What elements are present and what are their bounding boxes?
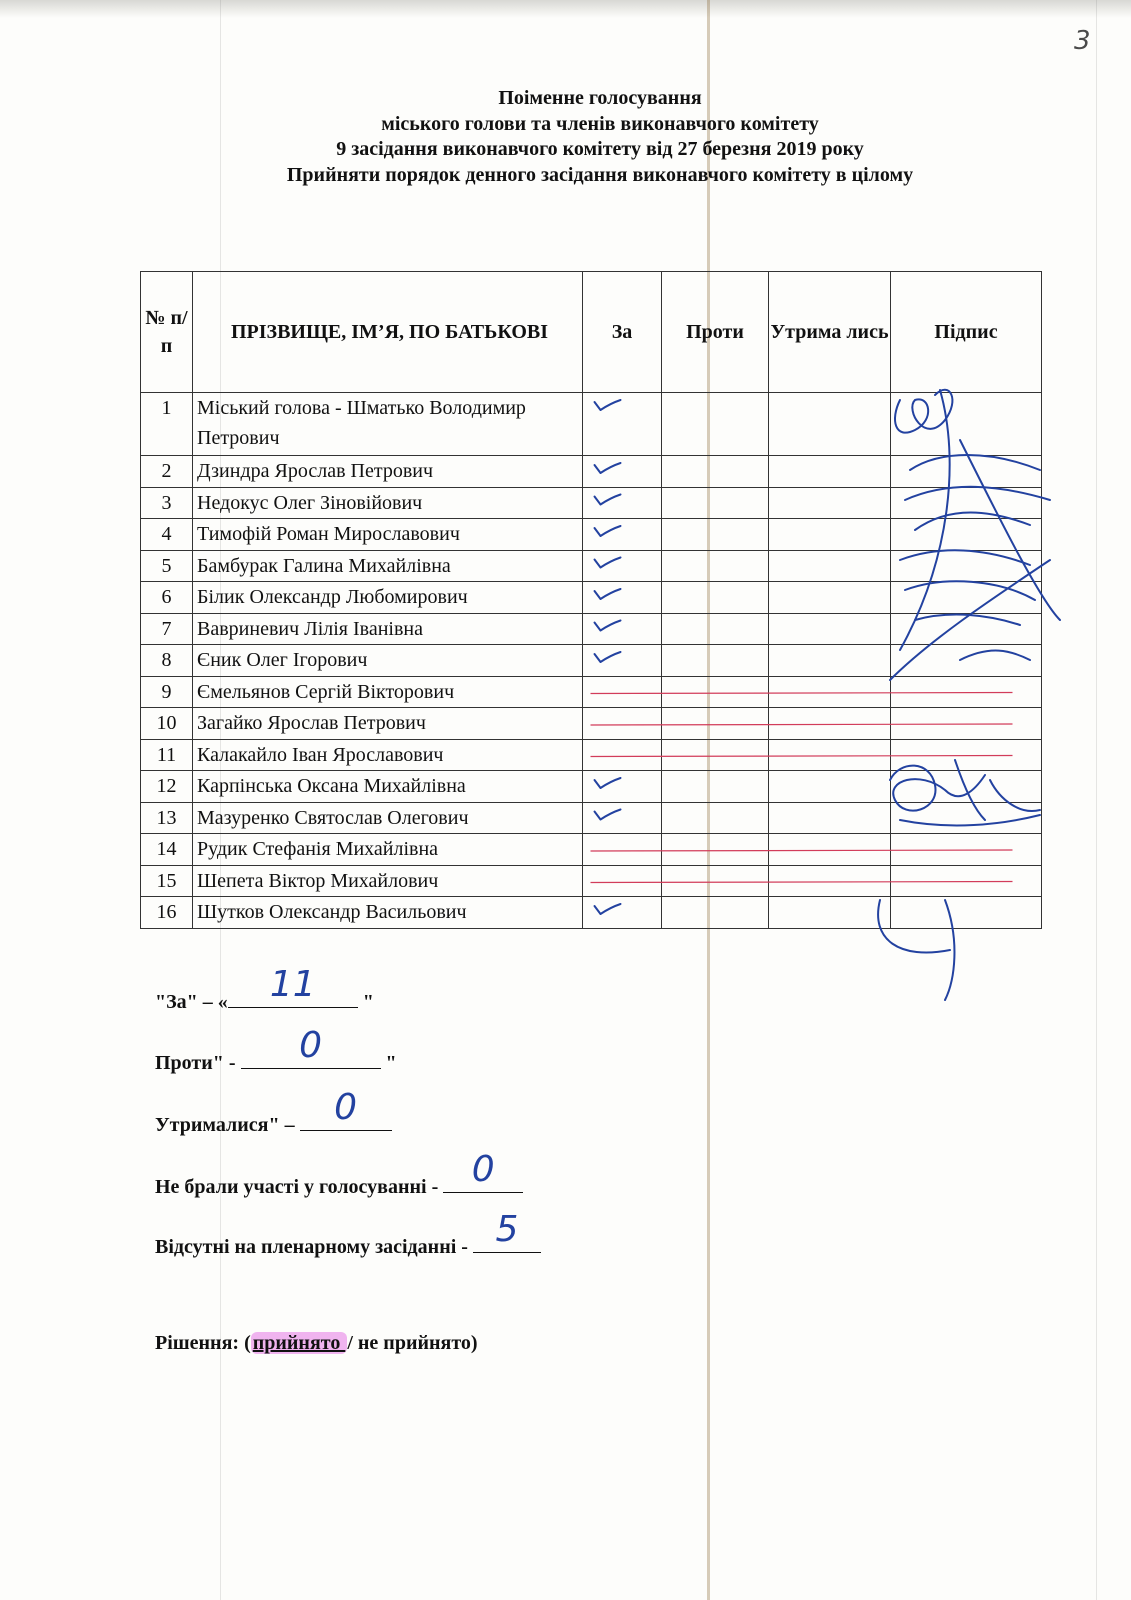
- header-utrymalys: Утрима лись: [769, 272, 891, 393]
- summary-vidsutni-blank: [473, 1209, 541, 1253]
- row-name: Карпінська Оксана Михайлівна: [193, 771, 583, 803]
- row-signature-cell: [891, 393, 1042, 456]
- row-signature-cell: [891, 519, 1042, 551]
- summary-rishennia: [155, 1332, 478, 1355]
- summary-utrymalysia: [155, 1087, 392, 1137]
- row-proty-cell: [662, 519, 769, 551]
- header-za: За: [583, 272, 662, 393]
- row-za-cell: [583, 771, 662, 803]
- summary-ne-brali-blank: [443, 1149, 523, 1193]
- table-row: [141, 645, 1042, 677]
- rishennia-open-paren: (: [244, 1332, 251, 1354]
- summary-za-label: "За" – «: [155, 991, 228, 1013]
- row-num: 14: [141, 834, 193, 866]
- summary-za-blank: [228, 964, 358, 1008]
- row-num: 4: [141, 519, 193, 551]
- row-signature-cell: [891, 613, 1042, 645]
- row-utrymalys-cell: [769, 865, 891, 897]
- summary-proty: [155, 1025, 397, 1075]
- summary-vidsutni-label: Відсутні на пленарному засіданні -: [155, 1236, 473, 1258]
- summary-proty-blank: [241, 1025, 381, 1069]
- title-line-2: міського голови та членів виконавчого комітету: [381, 112, 819, 135]
- row-za-cell: [583, 897, 662, 929]
- row-proty-cell: [662, 645, 769, 677]
- rishennia-rest: / не прийнято): [347, 1332, 478, 1354]
- row-name: Шутков Олександр Васильович: [193, 897, 583, 929]
- table-row: [141, 550, 1042, 582]
- row-za-cell: [583, 393, 662, 456]
- table-row: [141, 834, 1042, 866]
- row-num: 12: [141, 771, 193, 803]
- row-name: Єник Олег Ігорович: [193, 645, 583, 677]
- row-name: Білик Олександр Любомирович: [193, 582, 583, 614]
- row-proty-cell: [662, 487, 769, 519]
- document-title: [150, 86, 1050, 188]
- row-signature-cell: [891, 582, 1042, 614]
- row-signature-cell: [891, 771, 1042, 803]
- table-row: [141, 676, 1042, 708]
- summary-proty-label: Проти" -: [155, 1052, 241, 1074]
- row-signature-cell: [891, 645, 1042, 677]
- row-signature-cell: [891, 739, 1042, 771]
- row-proty-cell: [662, 834, 769, 866]
- row-za-cell: [583, 865, 662, 897]
- row-signature-cell: [891, 865, 1042, 897]
- row-name: Шепета Віктор Михайлович: [193, 865, 583, 897]
- header-pidpys: Підпис: [891, 272, 1042, 393]
- page-fold-line: [1096, 0, 1097, 1600]
- row-proty-cell: [662, 582, 769, 614]
- row-num: 11: [141, 739, 193, 771]
- header-num: № п/п: [141, 272, 193, 393]
- row-utrymalys-cell: [769, 582, 891, 614]
- row-name: Вавриневич Лілія Іванівна: [193, 613, 583, 645]
- row-za-cell: [583, 456, 662, 488]
- row-num: 13: [141, 802, 193, 834]
- summary-utr-blank: [300, 1087, 392, 1131]
- row-utrymalys-cell: [769, 393, 891, 456]
- row-proty-cell: [662, 613, 769, 645]
- row-num: 5: [141, 550, 193, 582]
- row-signature-cell: [891, 834, 1042, 866]
- summary-za-value: 11: [269, 964, 316, 1005]
- row-num: 9: [141, 676, 193, 708]
- row-utrymalys-cell: [769, 550, 891, 582]
- table-row: [141, 739, 1042, 771]
- table-row: [141, 582, 1042, 614]
- row-proty-cell: [662, 897, 769, 929]
- row-num: 16: [141, 897, 193, 929]
- table-row: [141, 802, 1042, 834]
- summary-ne-brali-label: Не брали участі у голосуванні -: [155, 1176, 444, 1198]
- table-row: [141, 897, 1042, 929]
- roll-call-table: [140, 271, 1042, 929]
- header-name: ПРІЗВИЩЕ, ІМ’Я, ПО БАТЬКОВІ: [193, 272, 583, 393]
- table-row: [141, 487, 1042, 519]
- row-name: Дзиндра Ярослав Петрович: [193, 456, 583, 488]
- row-proty-cell: [662, 802, 769, 834]
- row-num: 3: [141, 487, 193, 519]
- row-za-cell: [583, 487, 662, 519]
- row-utrymalys-cell: [769, 676, 891, 708]
- summary-proty-value: 0: [299, 1025, 322, 1066]
- table-row: [141, 519, 1042, 551]
- row-za-cell: [583, 582, 662, 614]
- row-name: Тимофій Роман Мирославович: [193, 519, 583, 551]
- summary-utr-value: 0: [334, 1087, 358, 1128]
- row-proty-cell: [662, 676, 769, 708]
- row-utrymalys-cell: [769, 897, 891, 929]
- row-utrymalys-cell: [769, 802, 891, 834]
- row-za-cell: [583, 739, 662, 771]
- row-utrymalys-cell: [769, 771, 891, 803]
- row-proty-cell: [662, 456, 769, 488]
- row-proty-cell: [662, 393, 769, 456]
- row-signature-cell: [891, 550, 1042, 582]
- row-utrymalys-cell: [769, 487, 891, 519]
- table-row: [141, 393, 1042, 456]
- row-za-cell: [583, 802, 662, 834]
- row-num: 6: [141, 582, 193, 614]
- row-za-cell: [583, 550, 662, 582]
- row-proty-cell: [662, 865, 769, 897]
- table-row: [141, 771, 1042, 803]
- row-signature-cell: [891, 802, 1042, 834]
- row-signature-cell: [891, 456, 1042, 488]
- row-utrymalys-cell: [769, 519, 891, 551]
- table-row: [141, 708, 1042, 740]
- table-row: [141, 613, 1042, 645]
- table-row: [141, 865, 1042, 897]
- row-name: Рудик Стефанія Михайлівна: [193, 834, 583, 866]
- row-utrymalys-cell: [769, 645, 891, 677]
- row-name: Калакайло Іван Ярославович: [193, 739, 583, 771]
- summary-vidsutni: [155, 1209, 541, 1259]
- row-signature-cell: [891, 708, 1042, 740]
- summary-vidsutni-value: 5: [495, 1209, 519, 1250]
- row-utrymalys-cell: [769, 613, 891, 645]
- rishennia-accepted: прийнято: [252, 1332, 346, 1354]
- row-za-cell: [583, 519, 662, 551]
- row-signature-cell: [891, 676, 1042, 708]
- row-utrymalys-cell: [769, 739, 891, 771]
- row-proty-cell: [662, 708, 769, 740]
- header-proty: Проти: [662, 272, 769, 393]
- rishennia-label: Рішення:: [155, 1332, 245, 1354]
- summary-ne-brali-value: 0: [471, 1149, 495, 1190]
- row-name: Недокус Олег Зіновійович: [193, 487, 583, 519]
- table-header-row: [141, 272, 1042, 393]
- row-num: 1: [141, 393, 193, 456]
- row-num: 15: [141, 865, 193, 897]
- summary-ne-brali: [155, 1149, 523, 1199]
- row-proty-cell: [662, 771, 769, 803]
- row-utrymalys-cell: [769, 834, 891, 866]
- row-za-cell: [583, 834, 662, 866]
- row-num: 2: [141, 456, 193, 488]
- title-line-3: 9 засідання виконавчого комітету від 27 березня 2019 року: [336, 138, 864, 160]
- row-num: 7: [141, 613, 193, 645]
- scan-edge-shadow: [0, 0, 1131, 18]
- page-number: 3: [1074, 26, 1091, 56]
- row-name: Бамбурак Галина Михайлівна: [193, 550, 583, 582]
- row-name: Міський голова - Шматько Володимир Петрович: [193, 393, 583, 456]
- row-za-cell: [583, 676, 662, 708]
- summary-za: [155, 964, 374, 1014]
- summary-proty-close: ": [380, 1052, 397, 1074]
- row-za-cell: [583, 613, 662, 645]
- row-signature-cell: [891, 897, 1042, 929]
- row-name: Ємельянов Сергій Вікторович: [193, 676, 583, 708]
- title-line-1: Поіменне голосування: [498, 87, 702, 109]
- row-utrymalys-cell: [769, 456, 891, 488]
- row-za-cell: [583, 708, 662, 740]
- row-name: Загайко Ярослав Петрович: [193, 708, 583, 740]
- summary-za-close: ": [357, 991, 374, 1013]
- row-name: Мазуренко Святослав Олегович: [193, 802, 583, 834]
- row-num: 10: [141, 708, 193, 740]
- title-line-4: Прийняти порядок денного засідання виконавчого комітету в цілому: [286, 163, 914, 186]
- row-signature-cell: [891, 487, 1042, 519]
- row-utrymalys-cell: [769, 708, 891, 740]
- summary-utr-label: Утрималися" –: [155, 1114, 300, 1136]
- table-row: [141, 456, 1042, 488]
- row-proty-cell: [662, 739, 769, 771]
- row-num: 8: [141, 645, 193, 677]
- row-za-cell: [583, 645, 662, 677]
- row-proty-cell: [662, 550, 769, 582]
